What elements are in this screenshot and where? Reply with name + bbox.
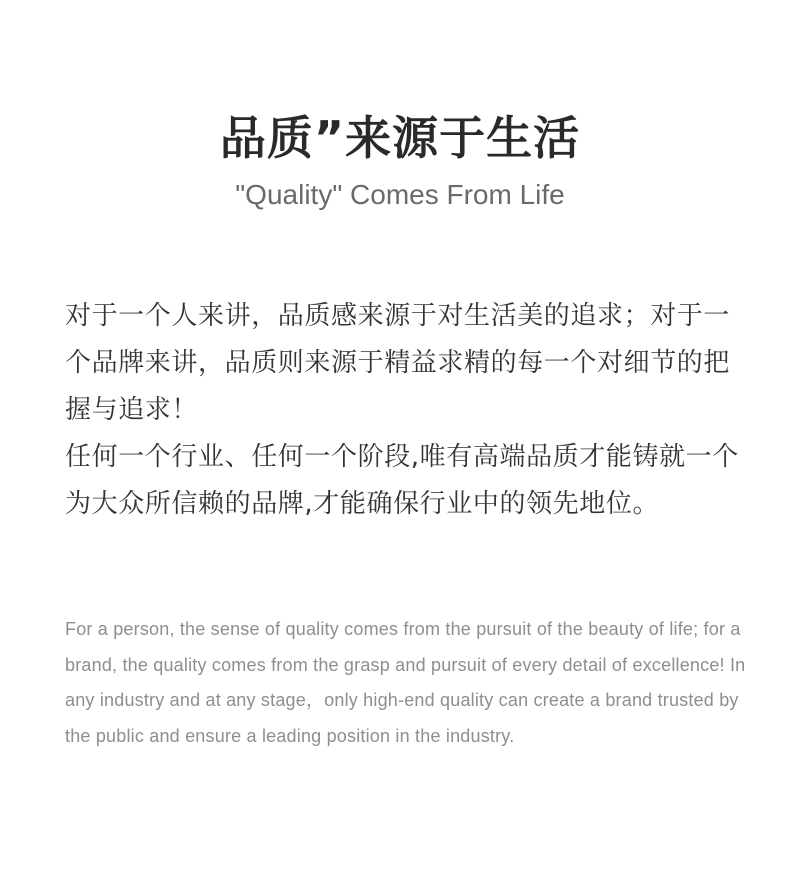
page-title-chinese: 品质”来源于生活 <box>219 111 581 165</box>
chinese-body-text <box>65 293 755 528</box>
english-body-text: For a person, the sense of quality comes from the pursuit of the beauty of life; for a brand, the quality comes from the grasp and pursuit of every detail of excellence! In any industry and at any stage，only high-end quality can create a brand trusted by the public and ensure a leading position in the industry. <box>65 619 746 746</box>
chinese-paragraph-2: 任何一个行业、任何一个阶段,唯有高端品质才能铸就一个为大众所信赖的品牌,才能确保行业中的领先地位。 <box>65 442 739 519</box>
chinese-paragraph-1: 对于一个人来讲，品质感来源于对生活美的追求；对于一个品牌来讲，品质则来源于精益求精的每一个对细节的把握与追求！ <box>65 301 731 425</box>
page-subtitle-english: "Quality" Comes From Life <box>235 179 565 210</box>
